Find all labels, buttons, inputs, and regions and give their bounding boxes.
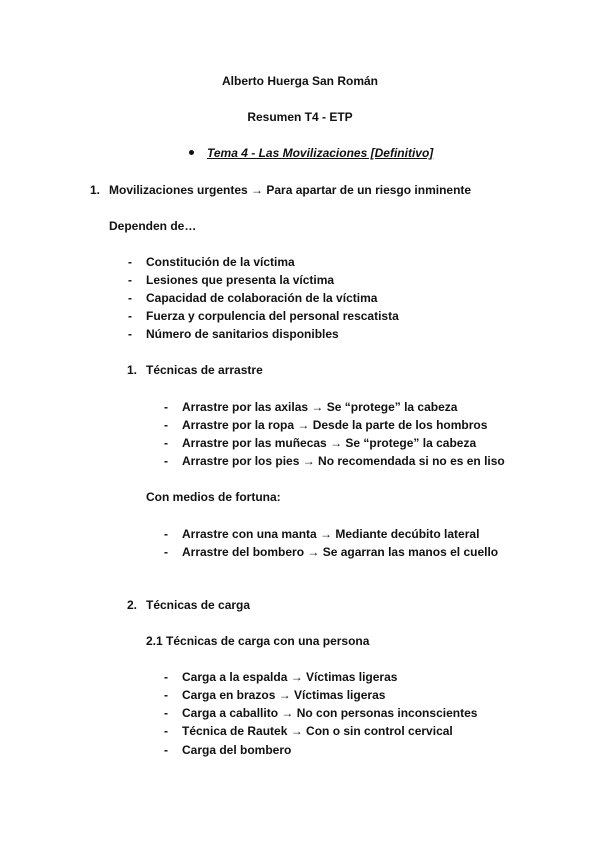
dash-icon: -	[128, 273, 132, 287]
list-item: Constitución de la víctima	[146, 255, 295, 269]
dash-icon: -	[128, 291, 132, 305]
dash-icon: -	[164, 454, 168, 468]
author-name: Alberto Huerga San Román	[221, 74, 379, 88]
list-item: Carga a caballito → No con personas inconscientes	[182, 706, 478, 720]
list-item: Arrastre por los pies → No recomendada si no es en liso	[182, 454, 505, 468]
document-subtitle: Resumen T4 - ETP	[247, 110, 353, 124]
list-item: Carga del bombero	[182, 743, 292, 757]
fortune-label: Con medios de fortuna:	[146, 490, 281, 504]
list-item: Número de sanitarios disponibles	[146, 327, 339, 341]
dash-icon: -	[164, 545, 168, 559]
section-title: Movilizaciones urgentes → Para apartar de un riesgo inminente	[109, 183, 472, 197]
dash-icon: -	[164, 688, 168, 702]
section-number: 1.	[90, 183, 101, 197]
dash-icon: -	[164, 527, 168, 541]
dash-icon: -	[128, 309, 132, 323]
topic-link[interactable]: Tema 4 - Las Movilizaciones [Definitivo]	[207, 146, 434, 160]
dash-icon: -	[164, 724, 168, 738]
subsection-title: Técnicas de carga	[146, 598, 251, 612]
list-item: Arrastre por la ropa → Desde la parte de los hombros	[182, 418, 488, 432]
list-item: Carga a la espalda → Víctimas ligeras	[182, 670, 398, 684]
depends-label: Dependen de…	[109, 219, 197, 233]
list-item: Arrastre con una manta → Mediante decúbito lateral	[182, 527, 480, 541]
list-item: Arrastre del bombero → Se agarran las manos el cuello	[182, 545, 499, 559]
dash-icon: -	[128, 255, 132, 269]
list-item: Carga en brazos → Víctimas ligeras	[182, 688, 386, 702]
dash-icon: -	[164, 743, 168, 757]
dash-icon: -	[164, 400, 168, 414]
subsection-number: 1.	[127, 363, 138, 377]
bullet-dot-icon	[189, 150, 194, 155]
list-item: Lesiones que presenta la víctima	[146, 273, 335, 287]
dash-icon: -	[164, 436, 168, 450]
list-item: Arrastre por las muñecas → Se “protege” la cabeza	[182, 436, 477, 450]
list-item: Capacidad de colaboración de la víctima	[146, 291, 378, 305]
dash-icon: -	[164, 706, 168, 720]
list-item: Arrastre por las axilas → Se “protege” la cabeza	[182, 400, 458, 414]
dash-icon: -	[164, 418, 168, 432]
subsection-title: Técnicas de arrastre	[146, 363, 263, 377]
list-item: Fuerza y corpulencia del personal rescatista	[146, 309, 399, 323]
subsubsection-title: 2.1 Técnicas de carga con una persona	[146, 634, 370, 648]
dash-icon: -	[128, 327, 132, 341]
topic-line	[189, 146, 433, 160]
dash-icon: -	[164, 670, 168, 684]
subsection-number: 2.	[127, 598, 138, 612]
list-item: Técnica de Rautek → Con o sin control cervical	[182, 724, 453, 738]
